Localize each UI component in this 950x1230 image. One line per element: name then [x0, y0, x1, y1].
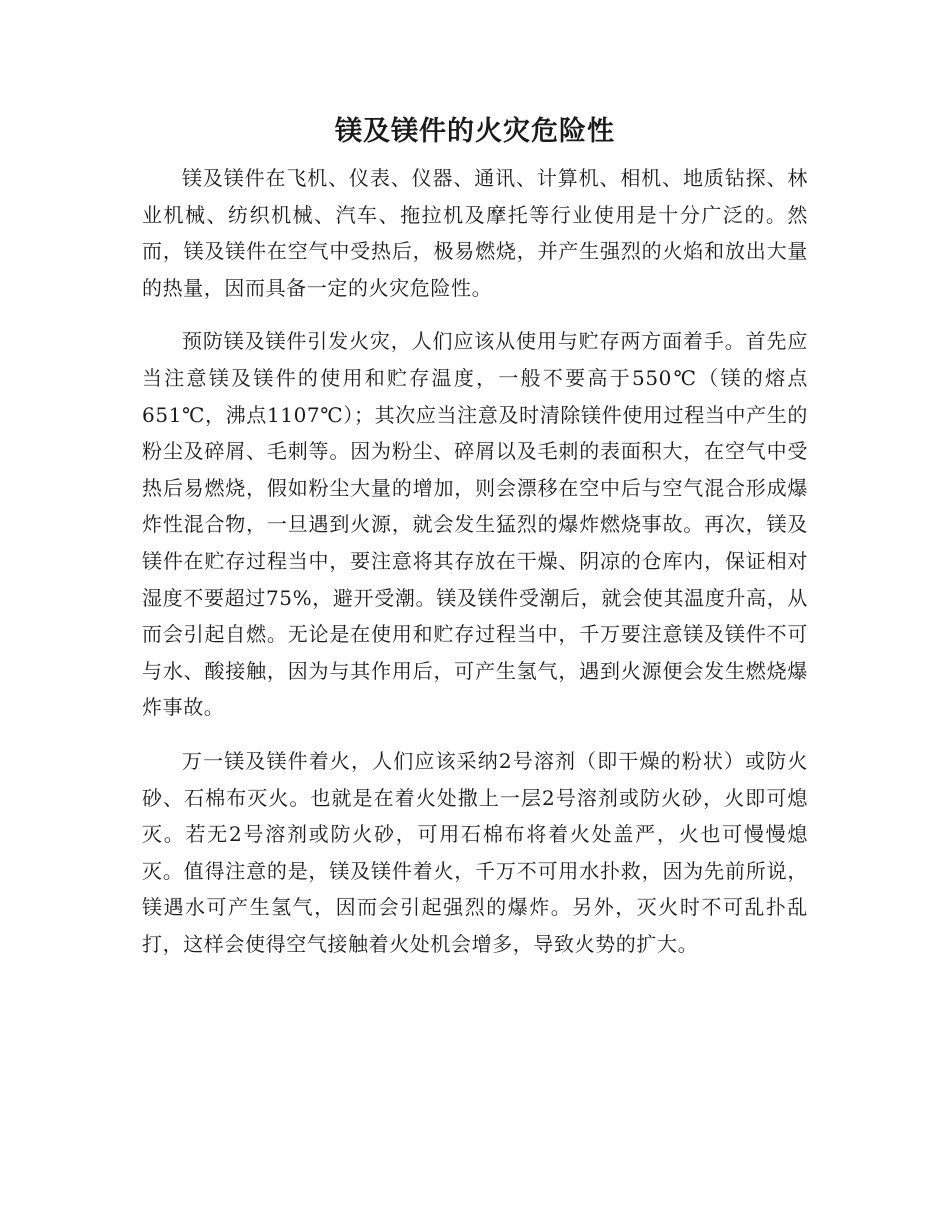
paragraph-prevention: 预防镁及镁件引发火灾，人们应该从使用与贮存两方面着手。首先应当注意镁及镁件的使用和贮存温度，一般不要高于550℃（镁的熔点651℃，沸点1107℃）；其次应当注意及时清除镁件使用过程当中产生的粉尘及碎屑、毛刺等。因为粉尘、碎屑以及毛刺的表面积大，在空气中受热后易燃烧，假如粉尘大量的增加，则会漂移在空中后与空气混合形成爆炸性混合物，一旦遇到火源，就会发生猛烈的爆炸燃烧事故。再次，镁及镁件在贮存过程当中，要注意将其存放在干燥、阴凉的仓库内，保证相对湿度不要超过75%，避开受潮。镁及镁件受潮后，就会使其温度升高，从而会引起自燃。无论是在使用和贮存过程当中，千万要注意镁及镁件不可与水、酸接触，因为与其作用后，可产生氢气，遇到火源便会发生燃烧爆炸事故。	[142, 329, 808, 720]
document-page	[142, 112, 808, 979]
document-title: 镁及镁件的火灾危险性	[335, 116, 615, 147]
paragraph-extinguishing: 万一镁及镁件着火，人们应该采纳2号溶剂（即干燥的粉状）或防火砂、石棉布灭火。也就是在着火处撒上一层2号溶剂或防火砂，火即可熄灭。若无2号溶剂或防火砂，可用石棉布将着火处盖严，火也可慢慢熄灭。值得注意的是，镁及镁件着火，千万不可用水扑救，因为先前所说，镁遇水可产生氢气，因而会引起强烈的爆炸。另外，灭火时不可乱扑乱打，这样会使得空气接触着火处机会增多，导致火势的扩大。	[142, 748, 808, 956]
paragraph-intro: 镁及镁件在飞机、仪表、仪器、通讯、计算机、相机、地质钻探、林业机械、纺织机械、汽车、拖拉机及摩托等行业使用是十分广泛的。然而，镁及镁件在空气中受热后，极易燃烧，并产生强烈的火焰和放出大量的热量，因而具备一定的火灾危险性。	[142, 166, 808, 300]
